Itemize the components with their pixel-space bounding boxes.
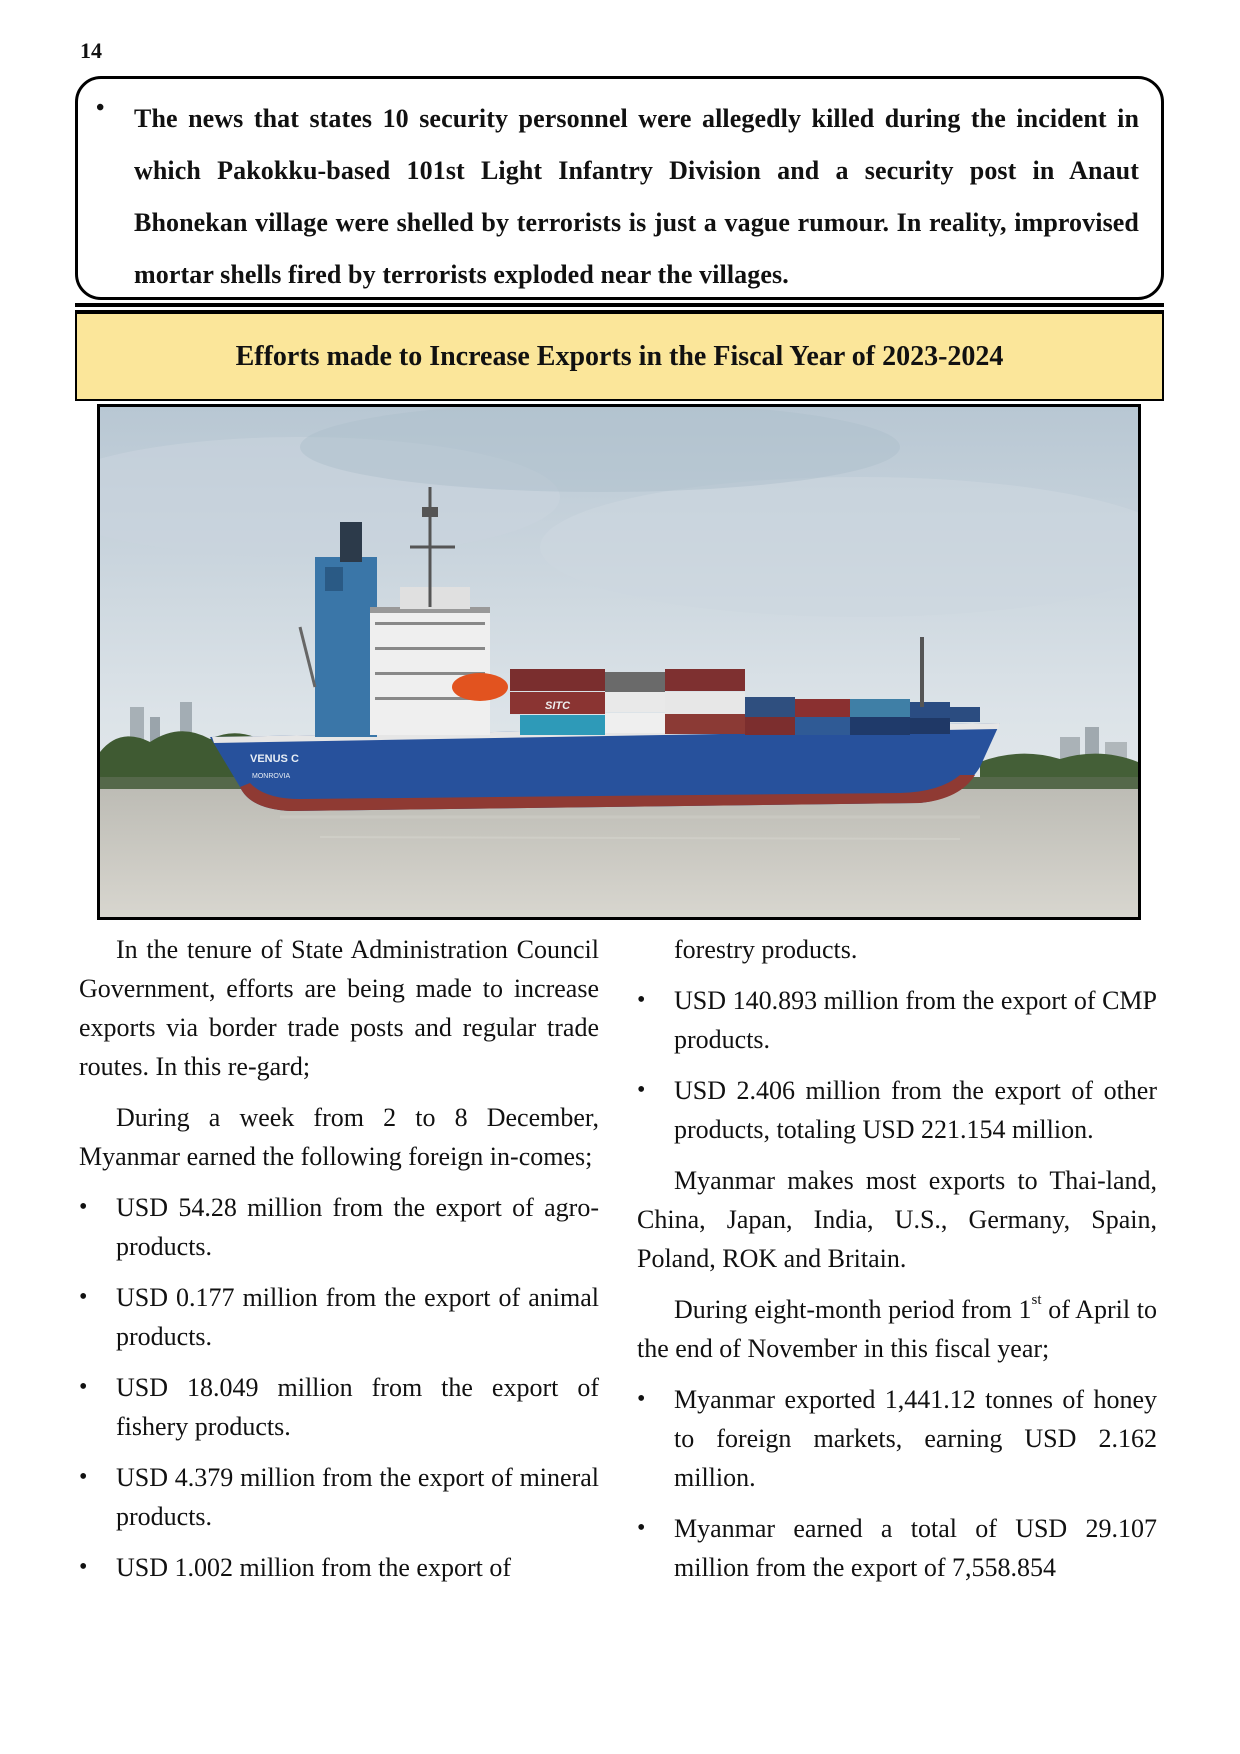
right-column [637,930,1157,1599]
destinations-paragraph: Myanmar makes most exports to Thai-land, China, Japan, India, U.S., Germany, Spain, Poland, ROK and Britain. [637,1166,1157,1273]
container-ship-photo [97,404,1141,920]
continuation-text: forestry products. [674,935,858,964]
period-export-list [637,1380,1157,1587]
list-item: • USD 140.893 million from the export of CMP products. [637,981,1157,1059]
bullet-icon: • [96,95,105,121]
list-item: • Myanmar earned a total of USD 29.107 million from the export of 7,558.854 [637,1509,1157,1587]
weekly-income-list-continued [637,981,1157,1149]
period-paragraph [637,1290,1157,1368]
week-intro-paragraph: During a week from 2 to 8 December, Myanmar earned the following foreign in-comes; [79,1103,599,1171]
section-divider-thick [75,303,1164,307]
page-number: 14 [80,38,102,63]
ordinal-suffix: st [1031,1292,1042,1309]
ship-port-text: MONROVIA [252,773,291,780]
list-item: • USD 54.28 million from the export of agro-products. [79,1188,599,1266]
left-column [79,930,599,1599]
weekly-income-list [79,1188,599,1587]
ship-name-text: VENUS C [250,753,299,765]
news-callout-text: The news that states 10 security personnel were allegedly killed during the incident in which Pakokku-based 101st Light Infantry Division and a security post in Anaut Bhonekan village were shelled by terrorists is just a vague rumour. In reality, improvised mortar shells fired by terrorists exploded near the villages. [134,104,1139,289]
list-item: • Myanmar exported 1,441.12 tonnes of honey to foreign markets, earning USD 2.162 million. [637,1380,1157,1497]
section-heading: Efforts made to Increase Exports in the Fiscal Year of 2023-2024 [75,312,1164,401]
container-brand-text: SITC [545,700,571,712]
list-item: • USD 1.002 million from the export of [79,1548,599,1587]
news-callout-box [75,76,1164,300]
list-item: • USD 4.379 million from the export of mineral products. [79,1458,599,1536]
period-text-start: During eight-month period from 1 [674,1295,1032,1324]
period-text-end: of April to the end of November in this fiscal year; [637,1295,1157,1363]
list-item: • USD 18.049 million from the export of fishery products. [79,1368,599,1446]
intro-paragraph: In the tenure of State Administration Council Government, efforts are being made to increase exports via border trade posts and regular trade routes. In this re-gard; [79,935,599,1081]
list-item: • USD 2.406 million from the export of other products, totaling USD 221.154 million. [637,1071,1157,1149]
list-item: • USD 0.177 million from the export of animal products. [79,1278,599,1356]
